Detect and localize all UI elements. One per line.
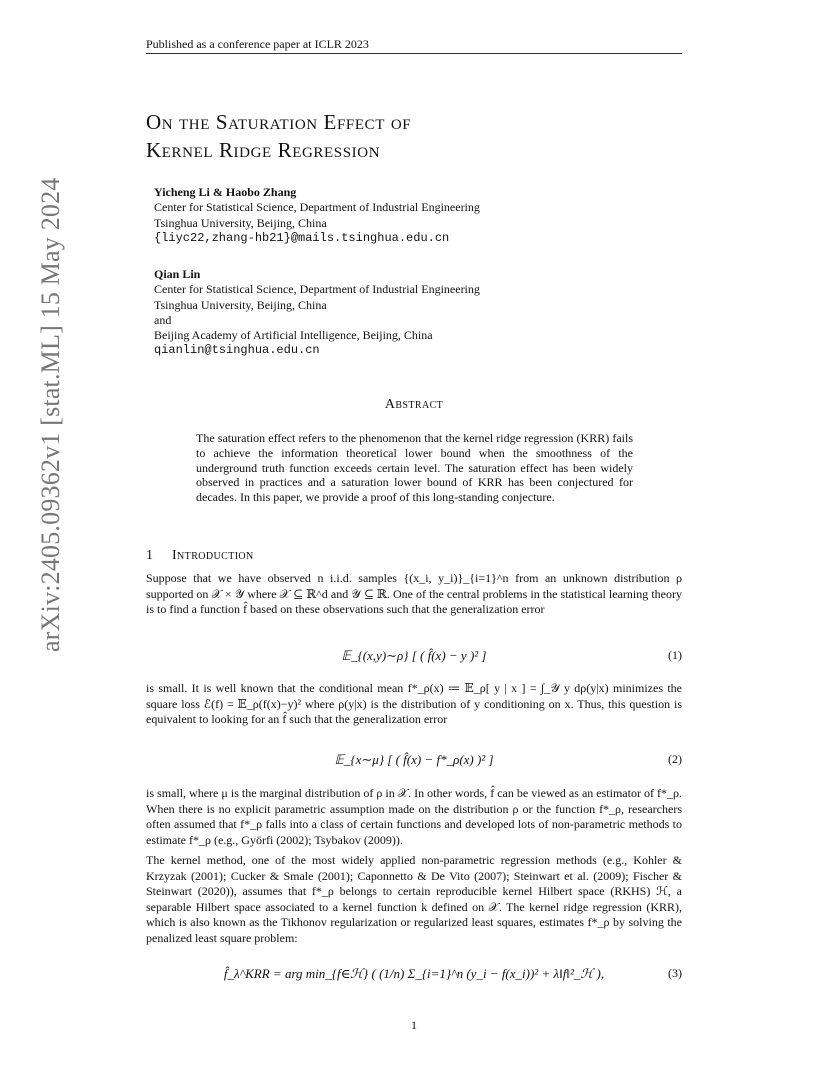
abstract-text: The saturation effect refers to the phenomenon that the kernel ridge regression (KRR) fails to achieve the information theoretical lower bound when the smoothness of the underground truth function exceeds certain level. The saturation effect has been widely observed in practices and a saturation lower bound of KRR has been conjectured for decades. In this paper, we provide a proof of this long-standing conjecture. — [196, 431, 633, 505]
affiliation-line: Beijing Academy of Artificial Intelligence, Beijing, China — [154, 328, 433, 343]
equation-body: 𝔼_{x∼μ} [ ( f̂(x) − f*_ρ(x) )² ] — [334, 752, 494, 767]
equation-number: (2) — [668, 752, 682, 766]
equation-number: (1) — [668, 648, 682, 662]
paragraph-3: is small, where μ is the marginal distribution of ρ in 𝒳. In other words, f̂ can be viewed as an estimator of f*_ρ. When there is no explicit parametric assumption made on the distribution ρ or the function f*_ρ, researchers often assumed that f*_ρ falls into a class of certain functions and developed lots of non-parametric methods to estimate f*_ρ (e.g., Györfi (2002); Tsybakov (2009)). — [146, 786, 682, 847]
author-block-1 — [154, 185, 480, 246]
author-email[interactable]: {liyc22,zhang-hb21}@mails.tsinghua.edu.cn — [154, 230, 450, 245]
arxiv-sidebar-stamp: arXiv:2405.09362v1 [stat.ML] 15 May 2024 — [36, 177, 65, 652]
affiliation-line: Tsinghua University, Beijing, China — [154, 215, 327, 230]
paragraph-2: is small. It is well known that the conditional mean f*_ρ(x) ≔ 𝔼_ρ[ y | x ] = ∫_𝒴 y dρ(y|x) minimizes the square loss ℰ(f) = 𝔼_ρ(f(x)−y)² where ρ(y|x) is the distribution of y conditioning on x. Thus, this question is equivalent to looking for an f̂ such that the generalization error — [146, 681, 682, 726]
author-names: Yicheng Li & Haobo Zhang — [154, 185, 297, 199]
author-email[interactable]: qianlin@tsinghua.edu.cn — [154, 343, 320, 358]
paragraph-1: Suppose that we have observed n i.i.d. samples {(x_i, y_i)}_{i=1}^n from an unknown distribution ρ supported on 𝒳 × 𝒴 where 𝒳 ⊆ ℝ^d and 𝒴 ⊆ ℝ. One of the central problems in the statistical learning theory is to find a function f̂ based on these observations such that the generalization error — [146, 571, 682, 616]
section-heading — [146, 548, 254, 564]
author-block-2 — [154, 267, 480, 359]
equation-body: f̂_λ^KRR = arg min_{f∈ℋ} ( (1/n) Σ_{i=1}^n (y_i − f(x_i))² + λ‖f‖²_ℋ ), — [223, 966, 605, 981]
equation-body: 𝔼_{(x,y)∼ρ} [ ( f̂(x) − y )² ] — [341, 648, 487, 663]
equation-1 — [146, 648, 682, 668]
equation-number: (3) — [668, 966, 682, 980]
paper-title — [146, 108, 411, 164]
equation-3 — [146, 966, 682, 986]
author-names: Qian Lin — [154, 267, 201, 281]
affiliation-line: Center for Statistical Science, Department of Industrial Engineering — [154, 200, 480, 215]
equation-2 — [146, 752, 682, 772]
title-line-2: Kernel Ridge Regression — [146, 138, 381, 162]
affiliation-line: Center for Statistical Science, Department of Industrial Engineering — [154, 282, 480, 297]
paragraph-4: The kernel method, one of the most widely applied non-parametric regression methods (e.g., Kohler & Krzyzak (2001); Cucker & Smale (2001); Caponnetto & De Vito (2007); Steinwart et al. (2009); Fischer & Steinwart (2020)), assumes that f*_ρ belongs to certain reproducible kernel Hilbert space (RKHS) ℋ, a separable Hilbert space associated to a kernel function k defined on 𝒳. The kernel ridge regression (KRR), which is also known as the Tikhonov regularization or regularized least squares, estimates f*_ρ by solving the penalized least square problem: — [146, 853, 682, 945]
header-rule — [146, 53, 682, 54]
affiliation-line: and — [154, 312, 172, 327]
affiliation-line: Tsinghua University, Beijing, China — [154, 297, 327, 312]
abstract-heading: Abstract — [384, 397, 444, 412]
section-title: Introduction — [172, 548, 254, 563]
section-number: 1 — [146, 548, 154, 563]
page-number: 1 — [411, 1018, 417, 1032]
title-line-1: On the Saturation Effect of — [146, 110, 412, 134]
running-header: Published as a conference paper at ICLR 2023 — [146, 37, 369, 51]
